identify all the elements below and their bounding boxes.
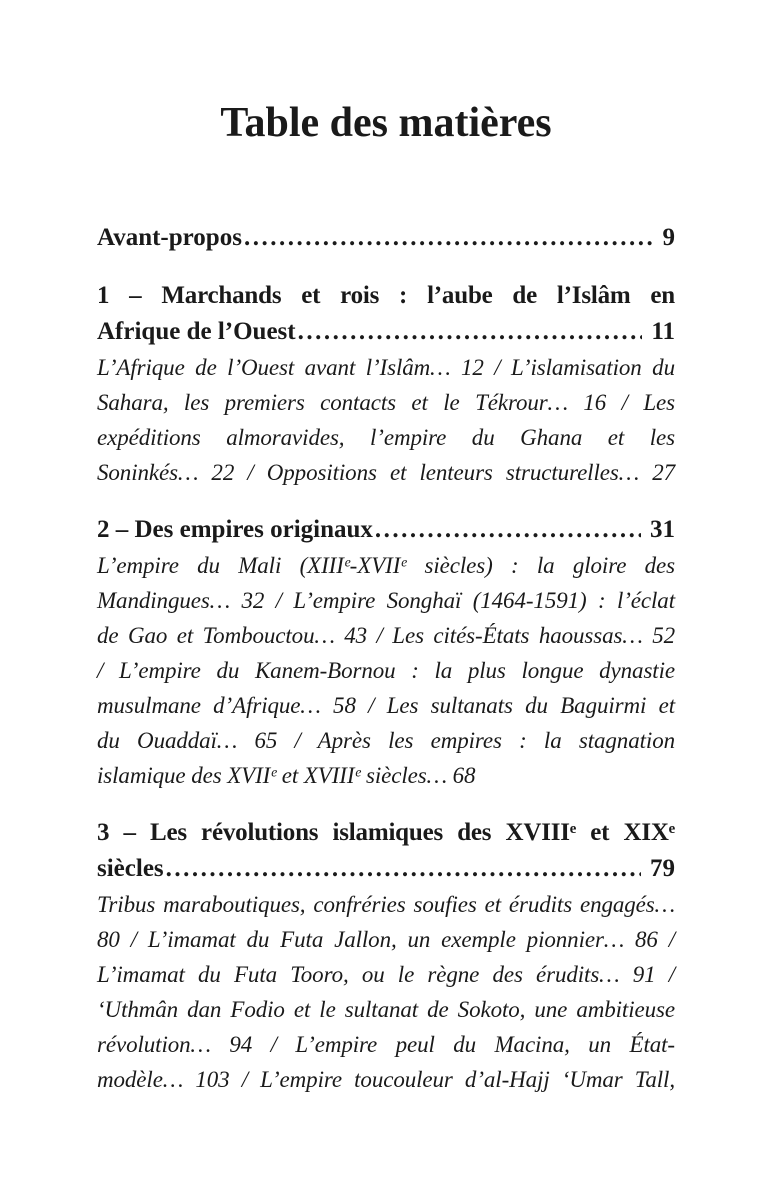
subsection-line: L’empire du Mali (XIIIᵉ-XVIIᵉ siècles) : la gloire des [97, 553, 675, 578]
chapter-subsections [97, 548, 675, 793]
dot-leader [166, 851, 641, 887]
subsection-line: expéditions almoravides, l’empire du Ghana et les [97, 425, 675, 450]
dot-leader [244, 220, 654, 256]
toc-sections [97, 278, 675, 1097]
dot-leader [375, 512, 641, 548]
chapter-title-line: 1 – Marchands et rois : l’aube de l’Islâm en [97, 282, 675, 309]
chapter-leader-row [97, 851, 675, 887]
chapter-heading[interactable] [97, 278, 675, 350]
chapter-heading[interactable] [97, 815, 675, 887]
chapter-leader-row [97, 314, 675, 350]
toc-entry-page-number: 9 [662, 224, 675, 251]
chapter-title-label: siècles [97, 855, 164, 882]
subsection-line: islamique des XVIIᵉ et XVIIIᵉ siècles… 68 [97, 763, 476, 788]
subsection-line: L’imamat du Futa Tooro, ou le règne des érudits… 91 / [97, 962, 675, 987]
chapter-title-label: 2 – Des empires originaux [97, 516, 373, 543]
subsection-line: Soninkés… 22 / Oppositions et lenteurs structurelles… 27 [97, 460, 675, 485]
chapter-leader-row [97, 512, 675, 548]
toc-entry-label: Avant-propos [97, 224, 242, 251]
dot-leader [298, 314, 643, 350]
chapter-page-number: 11 [651, 318, 675, 345]
toc-section-2 [97, 512, 675, 793]
subsection-line: ‘Uthmân dan Fodio et le sultanat de Sokoto, une ambitieuse [97, 997, 675, 1022]
page-title: Table des matières [220, 100, 552, 146]
subsection-line: Sahara, les premiers contacts et le Tékrour… 16 / Les [97, 390, 675, 415]
subsection-line: musulmane d’Afrique… 58 / Les sultanats du Baguirmi et [97, 693, 675, 718]
chapter-heading[interactable] [97, 512, 675, 548]
toc-section-1 [97, 278, 675, 490]
chapter-title-label: Afrique de l’Ouest [97, 318, 296, 345]
chapter-subsections [97, 350, 675, 490]
chapter-subsections [97, 887, 675, 1097]
subsection-line: modèle… 103 / L’empire toucouleur d’al-Hajj ‘Umar Tall, [97, 1067, 675, 1092]
subsection-line: / L’empire du Kanem-Bornou : la plus longue dynastie [97, 658, 675, 683]
subsection-line: révolution… 94 / L’empire peul du Macina, un État- [97, 1032, 675, 1057]
subsection-line: du Ouaddaï… 65 / Après les empires : la stagnation [97, 728, 675, 753]
subsection-line: Tribus maraboutiques, confréries soufies et érudits engagés… [97, 892, 675, 917]
subsection-line: 80 / L’imamat du Futa Jallon, un exemple pionnier… 86 / [97, 927, 675, 952]
chapter-title-line: 3 – Les révolutions islamiques des XVIIIᵉ et XIXᵉ [97, 819, 675, 846]
table-of-contents [97, 220, 675, 1097]
subsection-line: L’Afrique de l’Ouest avant l’Islâm… 12 / L’islamisation du [97, 355, 675, 380]
chapter-page-number: 31 [650, 516, 675, 543]
toc-entry-avant-propos[interactable] [97, 220, 675, 256]
chapter-page-number: 79 [650, 855, 675, 882]
toc-section-3 [97, 815, 675, 1097]
subsection-line: Mandingues… 32 / L’empire Songhaï (1464-1591) : l’éclat [97, 588, 675, 613]
subsection-line: de Gao et Tombouctou… 43 / Les cités-États haoussas… 52 [97, 623, 675, 648]
